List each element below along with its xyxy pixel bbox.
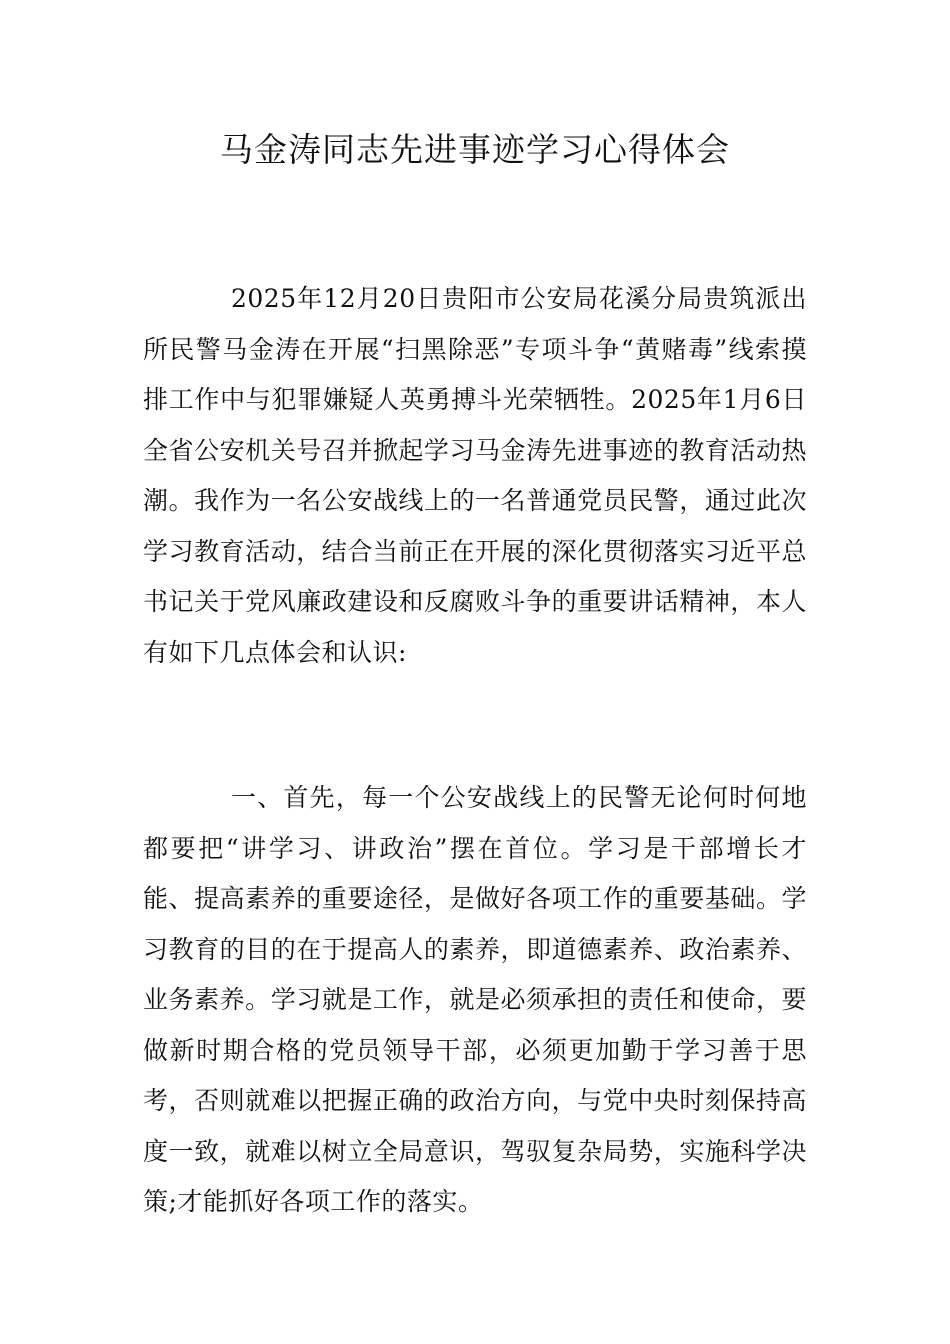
paragraph-intro: 2025年12月20日贵阳市公安局花溪分局贵筑派出所民警马金涛在开展“扫黑除恶”专项斗争“黄赌毒”线索摸排工作中与犯罪嫌疑人英勇搏斗光荣牺牲。2025年1月6日全省公安机关号召并掀起学习马金涛先进事迹的教育活动热潮。我作为一名公安战线上的一名普通党员民警，通过此次学习教育活动，结合当前正在开展的深化贯彻落实习近平总书记关于党风廉政建设和反腐败斗争的重要讲话精神，本人有如下几点体会和认识: [143, 284, 807, 667]
document-title: 马金涛同志先进事迹学习心得体会 [220, 130, 730, 169]
paragraph-point-one: 一、首先，每一个公安战线上的民警无论何时何地都要把“讲学习、讲政治”摆在首位。学习是干部增长才能、提高素养的重要途径，是做好各项工作的重要基础。学习教育的目的在于提高人的素养，即道德素养、政治素养、业务素养。学习就是工作，就是必须承担的责任和使命，要做新时期合格的党员领导干部，必须更加勤于学习善于思考，否则就难以把握正确的政治方向，与党中央时刻保持高度一致，就难以树立全局意识，驾驭复杂局势，实施科学决策;才能抓好各项工作的落实。 [143, 783, 807, 1216]
